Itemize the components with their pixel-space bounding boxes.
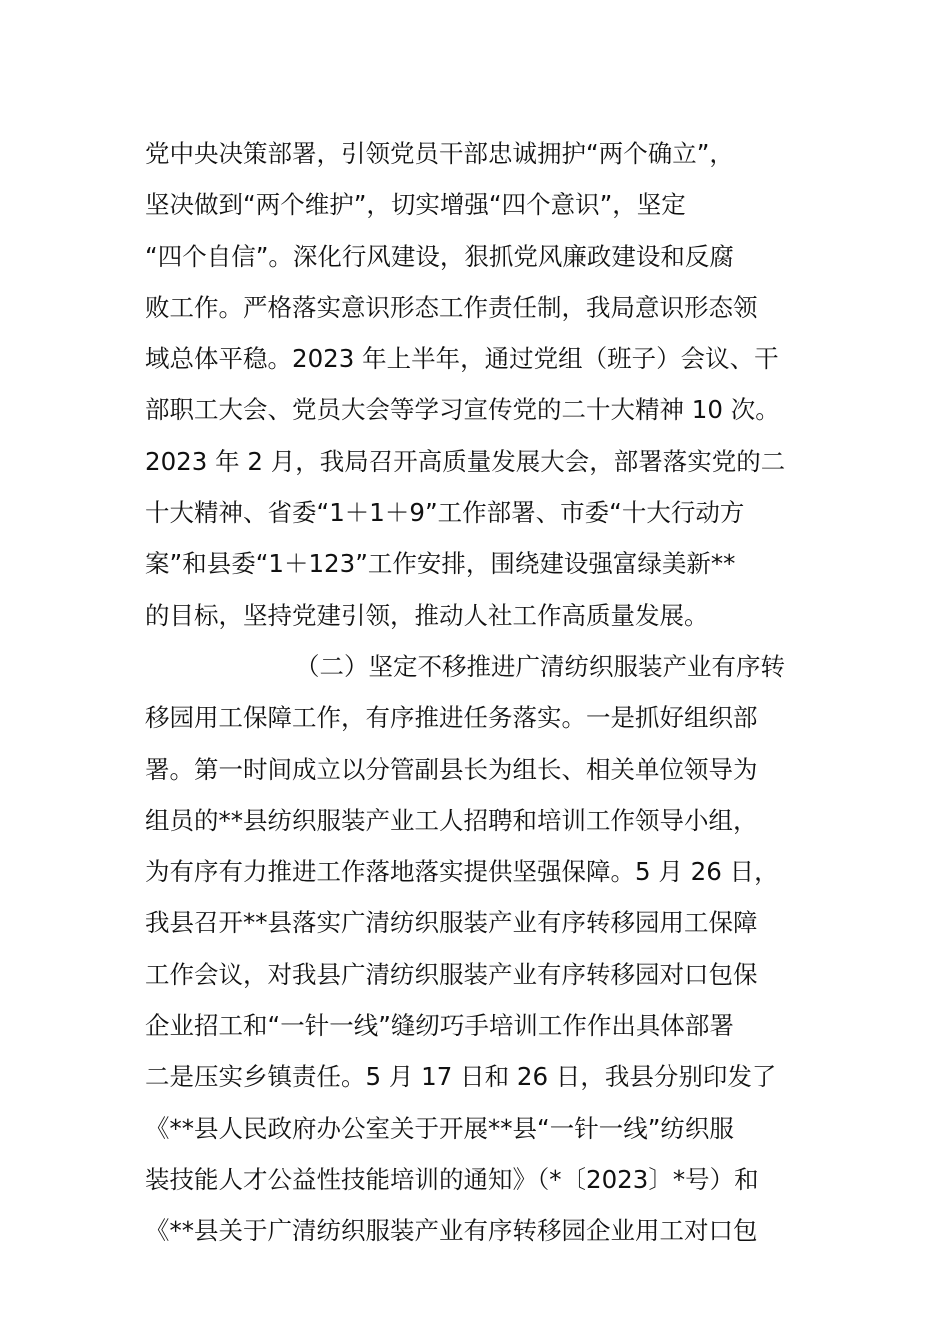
text-line: 的目标，坚持党建引领，推动人社工作高质量发展。 — [145, 600, 709, 630]
text-line: 为有序有力推进工作落地落实提供坚强保障。5 月 26 日， — [145, 857, 779, 887]
text-line: 坚决做到“两个维护”，切实增强“四个意识”，坚定 — [145, 190, 686, 220]
text-line: 装技能人才公益性技能培训的通知》（*〔2023〕*号）和 — [145, 1164, 759, 1194]
text-line: 党中央决策部署，引领党员干部忠诚拥护“两个确立”， — [145, 139, 734, 168]
body-text — [145, 128, 810, 1257]
text-line: 《**县关于广清纺织服装产业有序转移园企业用工对口包 — [145, 1216, 758, 1246]
text-line: 《**县人民政府办公室关于开展**县“一针一线”纺织服 — [145, 1113, 734, 1143]
text-line: 败工作。严格落实意识形态工作责任制，我局意识形态领 — [145, 292, 758, 322]
text-line: 案”和县委“1＋123”工作安排，围绕建设强富绿美新** — [145, 549, 736, 579]
text-line: 企业招工和“一针一线”缝纫巧手培训工作作出具体部署 — [145, 1011, 734, 1041]
text-line: 移园用工保障工作，有序推进任务落实。一是抓好组织部 — [145, 703, 758, 733]
text-line: 2023 年 2 月，我局召开高质量发展大会，部署落实党的二 — [145, 446, 786, 476]
text-line: 域总体平稳。2023 年上半年，通过党组（班子）会议、干 — [145, 344, 779, 374]
text-line: 我县召开**县落实广清纺织服装产业有序转移园用工保障 — [145, 908, 758, 938]
text-line: 二是压实乡镇责任。5 月 17 日和 26 日，我县分别印发了 — [145, 1062, 777, 1092]
text-line: 部职工大会、党员大会等学习宣传党的二十大精神 10 次。 — [145, 395, 780, 425]
section-heading-line: （二）坚定不移推进广清纺织服装产业有序转 — [295, 651, 785, 681]
text-line: 十大精神、省委“1＋1＋9”工作部署、市委“十大行动方 — [145, 498, 745, 528]
text-line: 工作会议，对我县广清纺织服装产业有序转移园对口包保 — [145, 959, 758, 989]
text-line: 署。第一时间成立以分管副县长为组长、相关单位领导为 — [145, 754, 758, 784]
text-line: 组员的**县纺织服装产业工人招聘和培训工作领导小组， — [145, 805, 758, 835]
text-line: “四个自信”。深化行风建设，狠抓党风廉政建设和反腐 — [145, 241, 734, 271]
